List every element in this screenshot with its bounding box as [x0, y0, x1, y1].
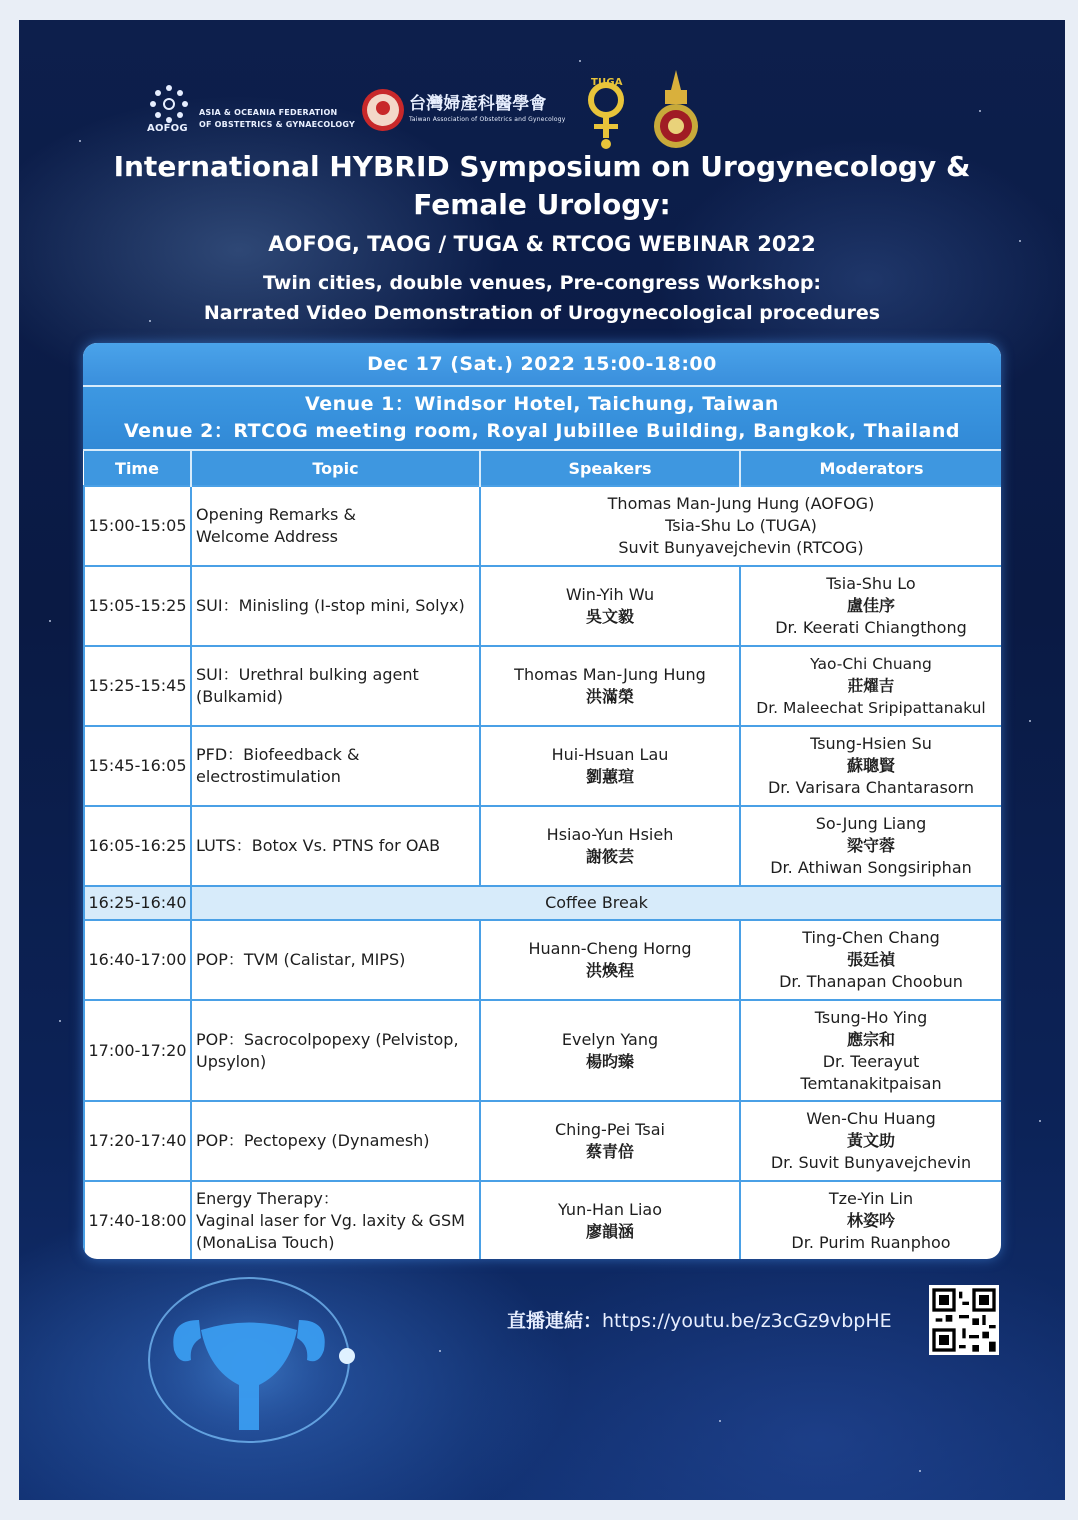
row-topic	[191, 1000, 480, 1101]
tagline-line1: Twin cities, double venues, Pre-congress Workshop:	[262, 272, 822, 294]
tuga-abbr: TUGA	[591, 77, 623, 88]
topic-line: electrostimulation	[196, 767, 341, 786]
live-url[interactable]: https://youtu.be/z3cGz9vbpHE	[602, 1310, 892, 1332]
speaker-name-zh: 楊昀臻	[585, 1051, 634, 1071]
topic-line: (MonaLisa Touch)	[196, 1233, 335, 1252]
moderator-name: Temtanakitpaisan	[800, 1073, 942, 1093]
table-row	[84, 920, 1001, 1000]
taog-sub: Taiwan Association of Obstetrics and Gynecology	[409, 116, 566, 123]
subtitle: AOFOG, TAOG / TUGA & RTCOG WEBINAR 2022	[268, 232, 816, 256]
star	[579, 60, 581, 62]
row-speaker	[480, 566, 740, 646]
moderator-name: Dr. Thanapan Choobun	[779, 972, 963, 991]
title-line2: Female Urology:	[413, 188, 671, 221]
rtcog-crest-icon	[651, 70, 701, 150]
star	[919, 1470, 921, 1472]
row-speaker	[480, 646, 740, 726]
speaker-name: Hsiao-Yun Hsieh	[546, 825, 674, 844]
col-topic: Topic	[191, 451, 480, 486]
qr-code-icon[interactable]	[929, 1285, 999, 1355]
moderator-name-zh: 張廷禎	[846, 950, 895, 969]
row-moderator	[740, 726, 1001, 806]
row-moderator	[740, 566, 1001, 646]
star	[439, 1350, 441, 1352]
moderator-name-zh: 黃文助	[846, 1131, 895, 1150]
star	[719, 1420, 721, 1422]
row-time: 15:25-15:45	[84, 646, 191, 726]
moderator-name: Dr. Maleechat Sripipattanakul	[756, 699, 986, 717]
topic-line: POP：TVM (Calistar, MIPS)	[196, 950, 406, 969]
speaker-name: Hui-Hsuan Lau	[551, 745, 669, 764]
moderator-name: Yao-Chi Chuang	[810, 655, 932, 673]
speaker-name: Evelyn Yang	[561, 1029, 659, 1049]
row-speaker	[480, 920, 740, 1000]
row-time: 15:45-16:05	[84, 726, 191, 806]
aofog-name-line2: OF OBSTETRICS & GYNAECOLOGY	[199, 120, 355, 129]
moderator-name: Dr. Varisara Chantarasorn	[767, 778, 975, 797]
live-stream-link[interactable]	[507, 1306, 892, 1333]
moderator-name: So-Jung Liang	[815, 814, 927, 833]
table-row	[84, 1101, 1001, 1181]
moderator-name: Tsung-Ho Ying	[814, 1007, 928, 1027]
moderator-name-zh: 盧佳序	[846, 596, 895, 615]
star	[59, 1020, 61, 1022]
venue-1: Venue 1：Windsor Hotel, Taichung, Taiwan	[305, 393, 779, 415]
row-topic	[191, 486, 480, 566]
col-moderators: Moderators	[740, 451, 1001, 486]
speaker-name-zh: 廖韻涵	[585, 1222, 634, 1241]
row-moderator	[740, 1181, 1001, 1259]
row-time: 16:05-16:25	[84, 806, 191, 886]
moderator-name: Dr. Keerati Chiangthong	[775, 618, 967, 637]
col-time: Time	[84, 451, 191, 486]
row-topic	[191, 806, 480, 886]
row-speaker	[480, 1000, 740, 1101]
taog-seal-icon	[361, 88, 405, 132]
row-time: 16:40-17:00	[84, 920, 191, 1000]
row-topic	[191, 920, 480, 1000]
row-topic	[191, 1181, 480, 1259]
row-moderator	[740, 646, 1001, 726]
schedule-table	[83, 343, 1001, 1259]
moderator-name: Ting-Chen Chang	[802, 928, 940, 947]
topic-line: (Bulkamid)	[196, 687, 284, 706]
topic-line: Opening Remarks &	[196, 505, 356, 524]
speaker-name-zh: 吳文毅	[585, 607, 634, 626]
moderator-name: Dr. Teerayut	[822, 1051, 920, 1071]
table-row	[84, 726, 1001, 806]
topic-line: PFD：Biofeedback &	[196, 745, 360, 764]
row-time: 17:00-17:20	[84, 1000, 191, 1101]
row-speaker	[480, 726, 740, 806]
topic-line: Welcome Address	[196, 527, 338, 546]
row-speaker	[480, 1101, 740, 1181]
star	[1029, 720, 1031, 722]
row-time: 17:40-18:00	[84, 1181, 191, 1259]
speaker-name-zh: 謝筱芸	[585, 847, 634, 866]
row-speaker	[480, 1181, 740, 1259]
taog-name: 台灣婦產科醫學會	[409, 94, 547, 114]
speaker-name: Win-Yih Wu	[565, 585, 655, 604]
topic-line: POP：Pectopexy (Dynamesh)	[196, 1131, 430, 1150]
table-row	[84, 806, 1001, 886]
row-topic	[191, 566, 480, 646]
star	[49, 620, 51, 622]
topic-line: SUI：Minisling (I-stop mini, Solyx)	[196, 596, 465, 615]
topic-line: Energy Therapy：	[196, 1189, 339, 1208]
moderator-name-zh: 林姿吟	[846, 1211, 895, 1230]
table-row	[84, 1181, 1001, 1259]
col-speakers: Speakers	[480, 451, 740, 486]
speaker-name: Thomas Man-Jung Hung	[514, 665, 706, 684]
row-speakers	[480, 486, 1001, 566]
topic-line: POP：Sacrocolpopexy (Pelvistop,	[196, 1029, 459, 1049]
live-label: 直播連結：	[507, 1310, 603, 1332]
speaker-name: Huann-Cheng Horng	[528, 939, 692, 958]
row-moderator	[740, 1000, 1001, 1101]
poster	[19, 20, 1065, 1500]
table-row	[84, 566, 1001, 646]
topic-line: LUTS：Botox Vs. PTNS for OAB	[196, 836, 441, 855]
moderator-name: Dr. Suvit Bunyavejchevin	[770, 1153, 972, 1172]
program-table	[83, 451, 1001, 1259]
row-moderator	[740, 806, 1001, 886]
row-speaker	[480, 806, 740, 886]
row-topic	[191, 646, 480, 726]
moderator-name-zh: 應宗和	[846, 1029, 895, 1049]
row-time: 16:25-16:40	[84, 886, 191, 920]
row-topic	[191, 726, 480, 806]
row-moderator	[740, 1101, 1001, 1181]
moderator-name: Tze-Yin Lin	[828, 1189, 914, 1208]
coffee-break-row	[84, 886, 1001, 920]
star	[1039, 1120, 1041, 1122]
speaker-line: Suvit Bunyavejchevin (RTCOG)	[618, 538, 864, 557]
table-row	[84, 646, 1001, 726]
event-date: Dec 17 (Sat.) 2022 15:00-18:00	[83, 343, 1001, 387]
uterus-illustration-icon	[129, 1260, 369, 1460]
speaker-name: Yun-Han Liao	[557, 1200, 662, 1219]
topic-line: Vaginal laser for Vg. laxity & GSM	[196, 1211, 465, 1230]
row-topic	[191, 1101, 480, 1181]
speaker-line: Thomas Man-Jung Hung (AOFOG)	[607, 494, 875, 513]
speaker-name-zh: 洪煥程	[585, 961, 634, 980]
venue-2: Venue 2：RTCOG meeting room, Royal Jubillee Building, Bangkok, Thailand	[124, 420, 960, 442]
topic-line: SUI：Urethral bulking agent	[196, 665, 419, 684]
moderator-name-zh: 梁守蓉	[846, 836, 895, 855]
title-line1: International HYBRID Symposium on Urogynecology &	[113, 150, 971, 183]
table-header-row	[84, 451, 1001, 486]
speaker-line: Tsia-Shu Lo (TUGA)	[665, 516, 817, 535]
row-time: 15:05-15:25	[84, 566, 191, 646]
table-row	[84, 1000, 1001, 1101]
topic-line: Upsylon)	[196, 1051, 267, 1071]
speaker-name-zh: 蔡青倍	[585, 1142, 634, 1161]
moderator-name-zh: 蘇聰賢	[846, 756, 895, 775]
tagline-line2: Narrated Video Demonstration of Urogynecological procedures	[203, 302, 881, 324]
row-moderator	[740, 920, 1001, 1000]
row-time: 17:20-17:40	[84, 1101, 191, 1181]
moderator-name: Tsung-Hsien Su	[810, 734, 932, 753]
aofog-abbr: AOFOG	[147, 123, 188, 134]
aofog-logo-icon	[147, 82, 191, 126]
coffee-break-label: Coffee Break	[191, 886, 1001, 920]
venue-banner	[83, 387, 1001, 451]
speaker-name-zh: 洪滿榮	[585, 687, 634, 706]
moderator-name-zh: 莊燿吉	[847, 677, 895, 695]
speaker-name-zh: 劉蕙瑄	[585, 767, 634, 786]
moderator-name: Dr. Purim Ruanphoo	[791, 1233, 951, 1252]
table-row	[84, 486, 1001, 566]
aofog-name-line1: ASIA & OCEANIA FEDERATION	[199, 108, 338, 117]
moderator-name: Wen-Chu Huang	[806, 1109, 936, 1128]
row-time: 15:00-15:05	[84, 486, 191, 566]
speaker-name: Ching-Pei Tsai	[555, 1120, 665, 1139]
moderator-name: Tsia-Shu Lo	[826, 574, 916, 593]
moderator-name: Dr. Athiwan Songsiriphan	[770, 858, 972, 877]
